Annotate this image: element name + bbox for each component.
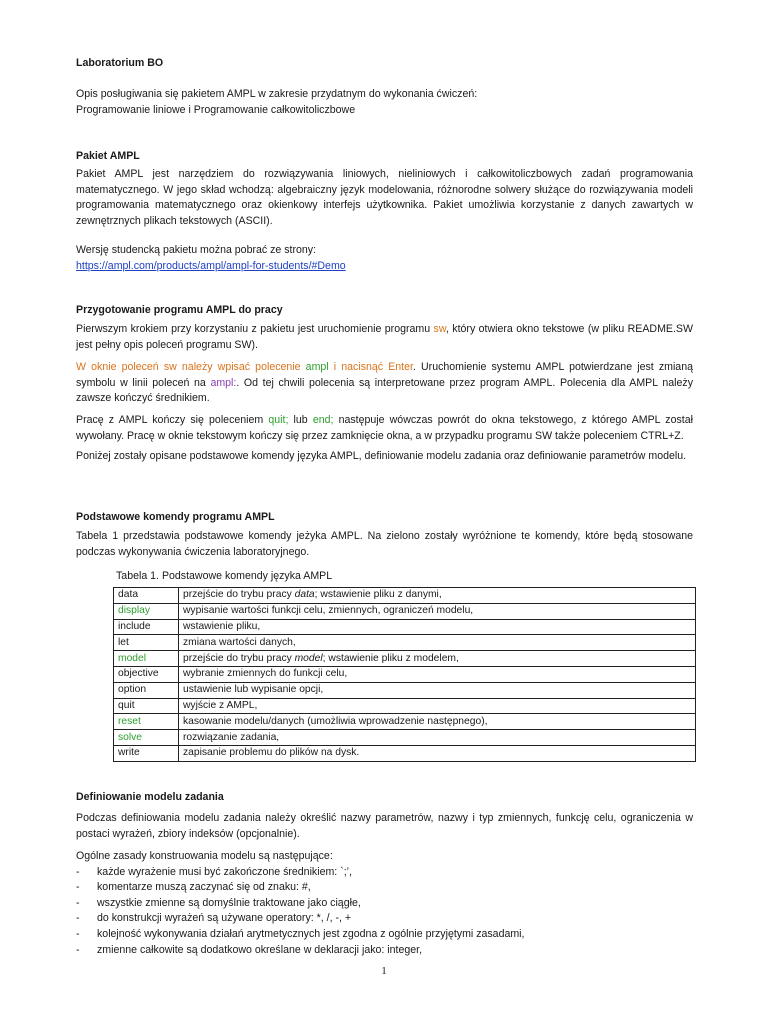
description-text: rozwiązanie zadania,: [183, 731, 280, 743]
command-name: write: [114, 745, 179, 761]
command-name: reset: [114, 714, 179, 730]
description-italic: data: [294, 589, 315, 601]
table-row: [114, 588, 696, 604]
heading-pakiet: Pakiet AMPL: [76, 150, 140, 162]
text: Pierwszym krokiem przy korzystaniu z pakietu jest uruchomienie programu: [76, 323, 434, 335]
command-name: include: [114, 619, 179, 635]
command-description: [179, 635, 696, 651]
command-name: model: [114, 651, 179, 667]
table-row: [114, 651, 696, 667]
intro: [76, 87, 693, 118]
description-text: kasowanie modelu/danych (umożliwia wprowadzenie następnego),: [183, 715, 488, 727]
rule-text: do konstrukcji wyrażeń są używane operatory: *, /, -, +: [97, 912, 352, 925]
text: Pracę z AMPL kończy się poleceniem: [76, 414, 269, 426]
table-row: [114, 745, 696, 761]
list-item: [76, 911, 693, 927]
text: lub: [288, 414, 313, 426]
table-row: [114, 730, 696, 746]
table-caption: Tabela 1. Podstawowe komendy języka AMPL: [116, 570, 333, 582]
table-row: [114, 698, 696, 714]
table-row: [114, 714, 696, 730]
rule-text: komentarze muszą zaczynać się od znaku: #,: [97, 881, 311, 894]
text-orange: i nacisnąć Enter: [328, 361, 413, 373]
sw-command: sw: [433, 323, 446, 335]
bullet-dash: -: [76, 896, 80, 909]
command-description: [179, 603, 696, 619]
para-komendy: Tabela 1 przedstawia podstawowe komendy jeżyka AMPL. Na zielono zostały wyróżnione te komendy, które będą stosowane podczas wykonywania ćwiczenia laboratoryjnego.: [76, 530, 693, 558]
description-text: przejście do trybu pracy: [183, 589, 295, 601]
command-name: option: [114, 682, 179, 698]
download-block: [76, 243, 693, 274]
text: . Uruchomienie systemu AMPL potwierdzane jest zmianą symbolu w linii poleceń na: [76, 361, 693, 389]
rule-text: wszystkie zmienne są domyślnie traktowane jako ciągłe,: [97, 896, 361, 909]
description-text: ustawienie lub wypisanie opcji,: [183, 684, 324, 696]
command-description: [179, 666, 696, 682]
bullet-dash: -: [76, 943, 80, 956]
table-row: [114, 603, 696, 619]
command-name: objective: [114, 666, 179, 682]
description-text: wyjście z AMPL,: [183, 699, 258, 711]
command-description: [179, 682, 696, 698]
list-item: [76, 927, 693, 943]
heading-przygotowanie: Przygotowanie programu AMPL do pracy: [76, 304, 283, 316]
page-title: Laboratorium BO: [76, 57, 164, 69]
table-row: [114, 682, 696, 698]
end-command: end;: [312, 414, 334, 426]
description-text: zmiana wartości danych,: [183, 636, 296, 648]
command-name: data: [114, 588, 179, 604]
rule-text: kolejność wykonywania działań arytmetycznych jest zgodna z ogólnie przyjętymi zasadami,: [97, 927, 525, 940]
commands-table: [113, 587, 696, 762]
command-description: [179, 651, 696, 667]
para-model: Podczas definiowania modelu zadania należy określić nazwy parametrów, nazwy i typ zmiennych, funkcję celu, ograniczenia w postaci wyrażeń, zbiory indeksów (opcjonalnie).: [76, 812, 693, 840]
text: następuje wówczas powrót do okna tekstowego, z którego AMPL został wywołany. Pracę w oknie tekstowym kończy się przez zamknięcie okna, a w przypadku programu SW także poleceniem CTRL+Z.: [76, 414, 693, 442]
table-row: [114, 635, 696, 651]
command-name: let: [114, 635, 179, 651]
bullet-dash: -: [76, 927, 80, 940]
bullet-dash: -: [76, 912, 80, 925]
download-link[interactable]: https://ampl.com/products/ampl/ampl-for-students/#Demo: [76, 259, 346, 272]
command-name: solve: [114, 730, 179, 746]
bullet-dash: -: [76, 881, 80, 894]
description-text: zapisanie problemu do plików na dysk.: [183, 747, 360, 759]
command-description: [179, 714, 696, 730]
description-text: wypisanie wartości funkcji celu, zmiennych, ograniczeń modelu,: [183, 605, 474, 617]
description-italic: model: [294, 652, 323, 664]
rule-text: każde wyrażenie musi być zakończone średnikiem: `;’,: [97, 865, 352, 878]
rule-text: zmienne całkowite są dodatkowo określane w deklaracji jako: integer,: [97, 943, 423, 956]
description-text: wstawienie pliku,: [183, 620, 261, 632]
command-description: [179, 698, 696, 714]
page-number: 1: [381, 965, 387, 977]
quit-command: quit;: [268, 414, 289, 426]
sw-command: sw: [163, 361, 177, 373]
rules-list: [76, 865, 693, 959]
heading-model: Definiowanie modelu zadania: [76, 791, 224, 803]
description-text: ; wstawienie pliku z danymi,: [314, 589, 442, 601]
text-orange: należy wpisać polecenie: [176, 361, 306, 373]
para-przyg-1: [76, 322, 693, 353]
command-description: [179, 730, 696, 746]
description-text: wybranie zmiennych do funkcji celu,: [183, 668, 348, 680]
command-description: [179, 619, 696, 635]
command-name: display: [114, 603, 179, 619]
list-item: [76, 880, 693, 896]
text: . Od tej chwili polecenia są interpretowane przez program AMPL. Polecenia dla AMPL należy zawsze kończyć średnikiem.: [76, 376, 693, 405]
download-text: Wersję studencką pakietu można pobrać ze strony:: [76, 244, 317, 256]
table-row: [114, 619, 696, 635]
bullet-dash: -: [76, 865, 80, 878]
ampl-prompt: ampl:: [210, 376, 237, 389]
para-przyg-3: [76, 413, 693, 444]
rules-intro: Ogólne zasady konstruowania modelu są następujące:: [76, 850, 333, 862]
list-item: [76, 943, 693, 959]
list-item: [76, 896, 693, 912]
command-name: quit: [114, 698, 179, 714]
ampl-command: ampl: [305, 361, 329, 373]
text-orange: W oknie poleceń: [76, 361, 164, 373]
table-row: [114, 666, 696, 682]
rules-block: [76, 849, 693, 958]
list-item: [76, 865, 693, 881]
para-przyg-2: [76, 360, 693, 407]
text: , który otwiera okno tekstowe (w pliku README.SW jest pełny opis poleceń programu SW).: [76, 323, 693, 351]
description-text: przejście do trybu pracy: [183, 652, 295, 664]
command-description: [179, 745, 696, 761]
description-text: ; wstawienie pliku z modelem,: [322, 652, 459, 664]
intro-line-1: Opis posługiwania się pakietem AMPL w zakresie przydatnym do wykonania ćwiczeń:: [76, 88, 478, 100]
para-pakiet: Pakiet AMPL jest narzędziem do rozwiązywania liniowych, nieliniowych i całkowitoliczbowych zadań programowania matematycznego. W jego skład wchodzą: algebraiczny język modelowania, różnorodne solwery służące do rozwiązywania modeli programowania matematycznego oraz okienkowy interfejs użytkownika. Pakiet umożliwia korzystanie z danych zawartych w zewnętrznych plikach tekstowych (ASCII).: [76, 168, 693, 227]
intro-line-2: Programowanie liniowe i Programowanie całkowitoliczbowe: [76, 103, 356, 116]
heading-komendy: Podstawowe komendy programu AMPL: [76, 511, 275, 523]
command-description: [179, 588, 696, 604]
para-przyg-4: Poniżej zostały opisane podstawowe komendy języka AMPL, definiowanie modelu zadania oraz definiowanie parametrów modelu.: [76, 450, 687, 462]
